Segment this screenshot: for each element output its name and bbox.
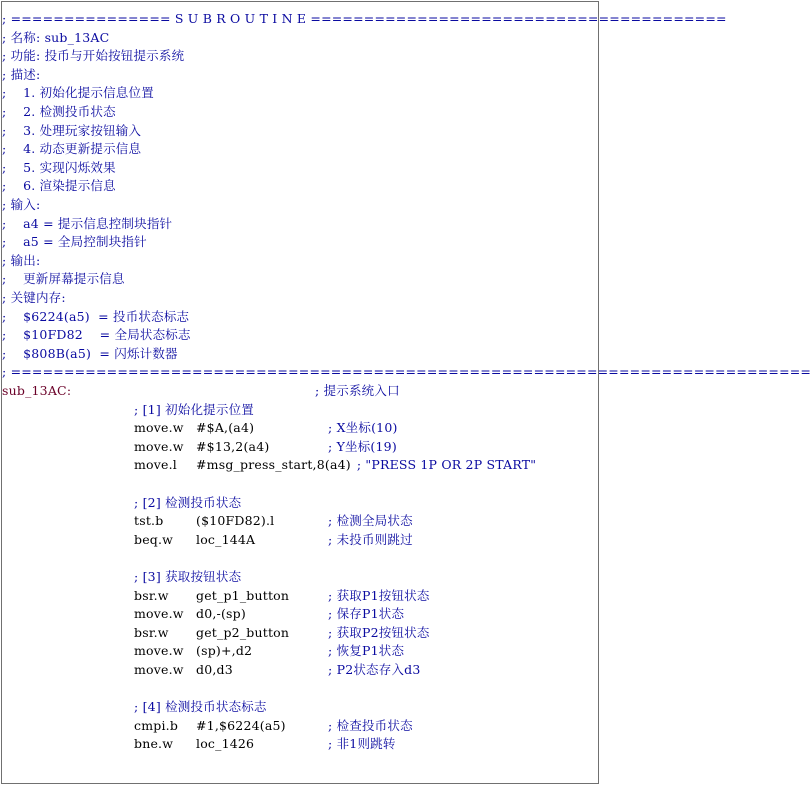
- operands: get_p1_button: [196, 587, 290, 603]
- header-comment-line: ; $808B(a5) = 闪烁计数器: [2, 345, 178, 361]
- operands: #$13,2(a4): [196, 438, 270, 454]
- opcode: tst.b: [134, 513, 164, 529]
- instruction-line: [134, 438, 598, 457]
- instruction-comment: ; 非1则跳转: [328, 736, 396, 752]
- opcode: move.w: [134, 420, 184, 436]
- instruction-line: [134, 661, 598, 680]
- opcode: move.w: [134, 438, 184, 454]
- instruction-comment: ; X坐标(10): [328, 420, 398, 436]
- header-comment-line: ; 3. 处理玩家按钮输入: [2, 122, 142, 138]
- header-comment-line: ; a4 = 提示信息控制块指针: [2, 215, 173, 231]
- instruction-line: [134, 512, 598, 531]
- opcode: bsr.w: [134, 587, 169, 603]
- opcode: cmpi.b: [134, 717, 179, 733]
- opcode: move.w: [134, 662, 184, 677]
- instruction-line: [134, 456, 598, 475]
- instruction-line: [134, 624, 598, 643]
- instruction-comment: ; 保存P1状态: [328, 606, 405, 622]
- operands: d0,-(sp): [196, 606, 246, 622]
- section-comment: ; [4] 检测投币状态标志: [134, 699, 267, 715]
- opcode: move.w: [134, 643, 184, 659]
- instruction-comment: ; 检查投币状态: [328, 717, 413, 733]
- header-comment-line: ; 4. 动态更新提示信息: [2, 141, 142, 157]
- header-comment-line: ; 更新屏幕提示信息: [2, 271, 125, 287]
- subroutine-label: sub_13AC:: [2, 383, 72, 398]
- header-comment-line: ; =============== S U B R O U T I N E =======================================: [2, 11, 727, 26]
- instruction-line: [134, 531, 598, 550]
- operands: get_p2_button: [196, 624, 290, 640]
- opcode: move.w: [134, 606, 184, 622]
- opcode: move.l: [134, 457, 178, 473]
- section-comment: ; [3] 获取按钮状态: [134, 569, 242, 584]
- entry-comment: ; 提示系统入口: [315, 383, 400, 398]
- header-comment-line: ; $10FD82 = 全局状态标志: [2, 327, 191, 343]
- section-comment: ; [1] 初始化提示位置: [134, 401, 254, 417]
- section-comment: ; [2] 检测投币状态: [134, 494, 242, 510]
- instruction-line: [134, 735, 598, 754]
- operands: #1,$6224(a5): [196, 717, 286, 733]
- code-listing: [1, 1, 811, 784]
- instruction-comment: ; Y坐标(19): [328, 438, 397, 454]
- header-comment-line: ; 6. 渲染提示信息: [2, 178, 116, 194]
- header-comment-line: ; 输入:: [2, 197, 41, 212]
- header-comment-line: ; 输出:: [2, 252, 41, 268]
- instruction-comment: ; 未投币则跳过: [328, 531, 413, 547]
- opcode: bsr.w: [134, 624, 169, 640]
- instruction-line: [134, 419, 598, 438]
- instruction-comment: ; 恢复P1状态: [328, 643, 405, 659]
- header-comment-line: ; 名称: sub_13AC: [2, 29, 110, 45]
- operands: loc_144A: [196, 531, 256, 547]
- instruction-line: [134, 642, 598, 661]
- instruction-comment: ; 获取P2按钮状态: [328, 624, 430, 640]
- operands: loc_1426: [196, 736, 255, 752]
- header-comment-line: ; 2. 检测投币状态: [2, 104, 116, 119]
- operands: (sp)+,d2: [196, 643, 253, 659]
- header-comment-line: ; $6224(a5) = 投币状态标志: [2, 308, 190, 324]
- operands: #msg_press_start,8(a4): [196, 457, 351, 473]
- instruction-line: [134, 587, 598, 606]
- instruction-comment: ; P2状态存入d3: [328, 662, 421, 677]
- instruction-comment: ; 检测全局状态: [328, 513, 413, 529]
- header-comment-line: ; ===========================================================================: [2, 364, 811, 380]
- subroutine-label-line: [2, 382, 400, 401]
- instruction-line: [134, 717, 598, 736]
- operands: ($10FD82).l: [196, 513, 275, 529]
- header-comment-line: ; 功能: 投币与开始按钮提示系统: [2, 48, 185, 64]
- instruction-comment: ; "PRESS 1P OR 2P START": [356, 457, 537, 473]
- operands: d0,d3: [196, 662, 233, 677]
- header-comment-line: ; 关键内存:: [2, 290, 66, 305]
- instruction-line: [134, 605, 598, 624]
- header-comment-line: ; 描述:: [2, 66, 41, 82]
- opcode: bne.w: [134, 736, 174, 752]
- opcode: beq.w: [134, 531, 174, 547]
- operands: #$A,(a4): [196, 420, 255, 436]
- header-comment-line: ; a5 = 全局控制块指针: [2, 234, 147, 250]
- header-comment-line: ; 5. 实现闪烁效果: [2, 159, 116, 175]
- instruction-comment: ; 获取P1按钮状态: [328, 587, 430, 603]
- header-comment-line: ; 1. 初始化提示信息位置: [2, 85, 154, 101]
